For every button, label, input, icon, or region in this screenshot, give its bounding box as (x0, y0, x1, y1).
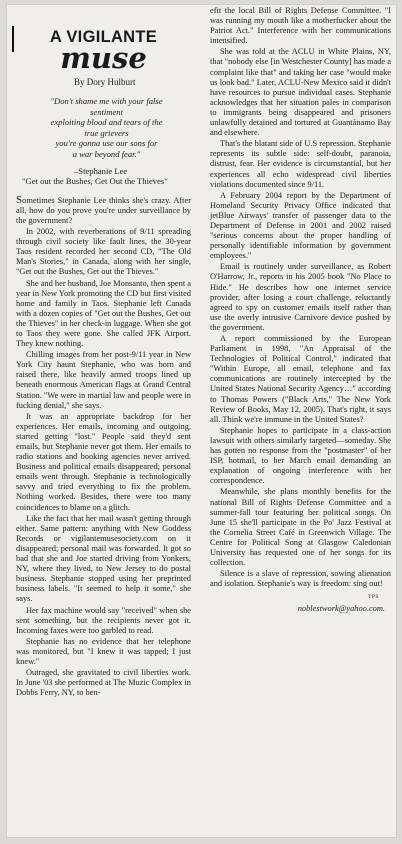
paragraph: Like the fact that her mail wasn't getting through either. Same pattern: anything with New Goddess Records or vigilantemusesociety.com on it disappeared; personal mail was forwarded. It got so bad that she and Joe started driving from Yonkers, NY, where they lived, to New Jersey to do postal business. Stephanie stopped using her preprinted business labels. "It seemed to help it some," she says. (16, 513, 191, 604)
epigraph-attribution (16, 166, 191, 187)
epigraph-line: true grievers (84, 127, 129, 138)
paragraph: She was told at the ACLU in White Plains, NY, that "nobody else [in Westchester County] has made a complaint like that" and taking her case "would make us look bad." Later, ACLU-New Mexico said it didn't have resources to pursue individual cases. Stephanie acknowledges that her situation pales in comparison to immigrants being disappeared and prisoners unlawfully detained and tortured at Guantánamo Bay and elsewhere. (210, 47, 391, 138)
paragraph: A February 2004 report by the Department of Homeland Security Privacy Office indicated that jetBlue Airways' transfer of passenger data to the Department of Defense in 2001 and 2002 raised "serious concerns about the proper handling of personally identifiable information by government employees." (210, 190, 391, 261)
epigraph (22, 96, 191, 160)
paragraph: Meanwhile, she plans monthly benefits for the national Bill of Rights Defense Committee and a summer-fall tour featuring her political songs. On June 15 she'll participate in the Po' Jazz Festival at the Cornelia Street Café in Greenwich Village. The Centre for Political Song at Glasgow Caledonian University has requested one of her songs for its collection. (210, 487, 391, 568)
byline: By Dory Hulburt (74, 77, 136, 87)
paragraph: Her fax machine would say "received" when she sent something, but the recipients never got it. Incoming faxes were too garbled to read. (16, 605, 191, 635)
epigraph-line: sentiment (90, 106, 123, 117)
epigraph-line: you're gonna use our sons for (55, 138, 158, 149)
paragraph: Outraged, she gravitated to civil liberties work. In June '03 she performed at The Muzic Complex in Dobbs Ferry, NY, to ben- (16, 668, 191, 698)
epigraph-line: a war beyond fear." (72, 148, 141, 159)
attribution-name: –Stephanie Lee (74, 165, 128, 176)
paragraph: That's the blatant side of U.S repression. Stephanie represents its subtle side: self-doubt, paranoia, distrust, fear. Her evidence is circumstantial, but her experiences all echo widespread civil liberties violations documented since 9/11. (210, 139, 391, 189)
column-rule (12, 26, 14, 52)
paragraph: Email is routinely under surveillance, as Robert O'Harrow, Jr., reports in his 2005 book "No Place to Hide." He describes how one internet service provider, after losing a court challenge, reluctantly agreed to spy on customer emails itself rather than use the overly intrusive Carnivore device pushed by the government. (210, 262, 391, 332)
paragraph: Silence is a slave of repression, sowing alienation and isolation. Stephanie's way is freedom: sing out! (210, 569, 391, 589)
paragraph: A report commissioned by the European Parliament in 1998, "An Appraisal of the Technologies of Political Control," indicated that "Within Europe, all email, telephone and fax communications are routinely intercepted by the United States National Security Agency…" according to Thomas Powers ("Black Arts," The New York Review of Books, May 12, 2005). That's right, it says all. Think we're immune in the United States? (210, 334, 391, 424)
newspaper-page (6, 4, 397, 838)
epigraph-line: exploiting blood and tears of the (50, 117, 163, 128)
paragraph: Stephanie has no evidence that her telephone was monitored, but "I knew it was tapped; I just knew." (16, 636, 191, 666)
paragraph: Chilling images from her post-9/11 year in New York City haunt Stephanie, who was born and raised there, like heavily armed troops lined up beneath enormous American flags at Grand Central Station. "We were in martial law and people were in fucking denial," she says. (16, 350, 191, 410)
paragraph: Sometimes Stephanie Lee thinks she's crazy. After all, how do you prove you're under surveillance by the government? (16, 193, 191, 225)
contact-email: noblestwork@yahoo.com. (297, 604, 385, 614)
paragraph: Stephanie hopes to participate in a class-action lawsuit with others similarly targeted—someday. She has gotten no response from the "postmaster" of her ISP, hotmail, to her March email demanding an explanation of ongoing interference with her correspondence. (210, 425, 391, 486)
drop-cap: S (16, 193, 23, 206)
publisher-logo: TPS (368, 594, 379, 601)
paragraph: efit the local Bill of Rights Defense Committee. "I was running my mouth like a motherfucker about the Patriot Act." Interference with her communications intensified. (210, 6, 391, 46)
headline-line1: A VIGILANTE (49, 28, 158, 46)
paragraph: It was an appropriate backdrop for her experiences. Her emails, incoming and outgoing, started getting "lost." People said they'd sent emails, but Stephanie never got them. Her emails to radio stations and booking agencies never arrived. Business and political emails disappeared; personal emails went through. Stephanie is technologically savvy and tried everything to fix the problem. Nothing worked. Besides, there were too many coincidences to blame on a glitch. (16, 411, 191, 512)
attribution-source: "Get out the Bushes, Get Out the Thieves" (22, 176, 168, 187)
left-column (16, 8, 191, 698)
paragraph: She and her husband, Joe Monsanto, then spent a year in New York promoting the CD but first visited home and family in Taos. Stephanie left Canada with a dozen copies of "Get out the Bushes, Get out the Thieves" in her check-in luggage. When she got to Taos they were gone. She called JFK Airport. They knew nothing. (16, 278, 191, 349)
paragraph: In 2002, with reverberations of 9/11 spreading through civil society like fault lines, the 30-year Taos resident recorded her second CD, "The Old Man's Stories," in Canada, along with her single, "Get out the Bushes, Get out the Thieves." (16, 227, 191, 277)
headline-line2: muse (60, 41, 147, 75)
right-column (210, 6, 391, 615)
epigraph-line: "Don't shame me with your false (50, 96, 163, 106)
